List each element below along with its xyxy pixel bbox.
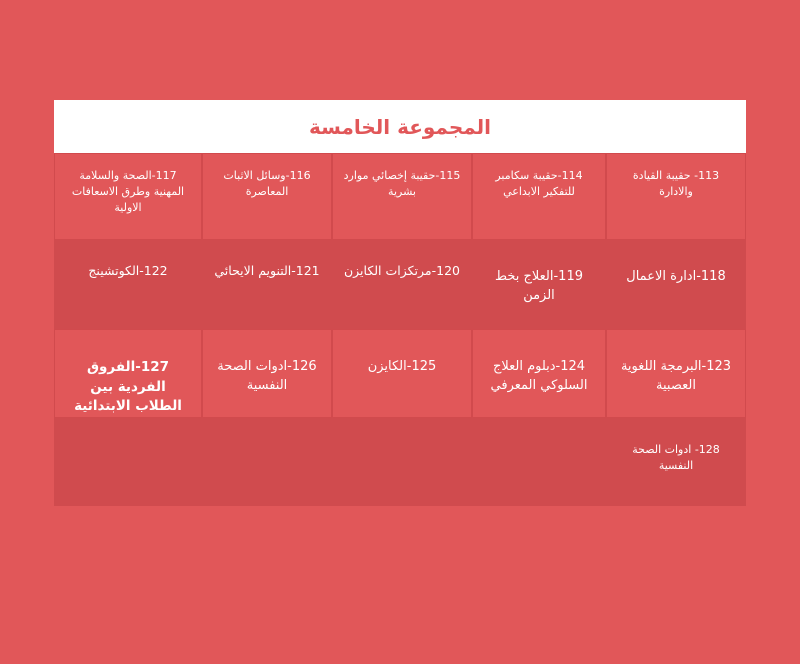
course-123: 123-البرمجة اللغوية العصبية (606, 329, 746, 418)
course-124: 124-دبلوم العلاج السلوكي المعرفي (472, 329, 606, 418)
course-114: 114-حقيبة سكامبر للتفكير الابداعي (472, 153, 606, 240)
course-row-2 (54, 240, 746, 329)
course-127: 127-الفروق الفردية بين الطلاب الابتدائية (54, 329, 202, 418)
courses-panel (54, 100, 746, 506)
course-120: 120-مرتكزات الكايزن (343, 263, 460, 278)
panel-header (54, 100, 746, 153)
course-row-1 (54, 153, 746, 240)
courses-grid (54, 153, 746, 506)
course-117: 117-الصحة والسلامة المهنية وطرق الاسعافات الاولية (54, 153, 202, 240)
course-116: 116-وسائل الاثبات المعاصرة (202, 153, 332, 240)
course-128: 128- ادوات الصحة النفسية (632, 443, 720, 472)
course-113: 113- حقيبة القيادة والادارة (606, 153, 746, 240)
course-121: 121-التنويم الايحائي (214, 263, 320, 278)
course-row-4 (54, 418, 746, 506)
group-title: المجموعة الخامسة (308, 114, 492, 139)
course-118: 118-ادارة الاعمال (626, 269, 726, 284)
course-125: 125-الكايزن (332, 329, 472, 418)
course-119: 119-العلاج بخط الزمن (495, 269, 583, 303)
course-115: 115-حقيبة إخصائي موارد بشرية (332, 153, 472, 240)
course-row-3 (54, 329, 746, 418)
course-126: 126-ادوات الصحة النفسية (202, 329, 332, 418)
course-122: 122-الكوتشينج (88, 263, 168, 278)
